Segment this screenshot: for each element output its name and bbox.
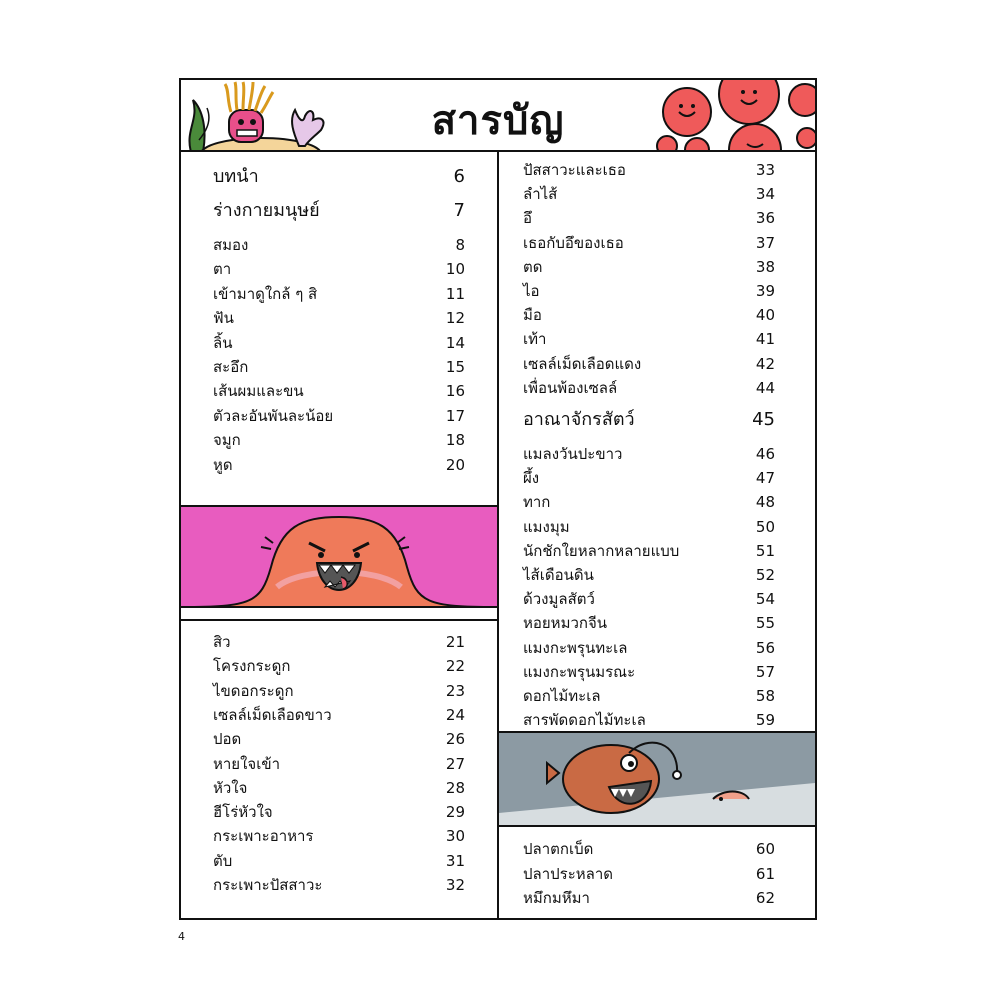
toc-entry [523, 183, 775, 205]
toc-entry-page: 45 [752, 409, 775, 430]
toc-entry-page: 62 [755, 889, 775, 907]
toc-entry [213, 332, 465, 354]
toc-entry-page: 23 [445, 681, 465, 700]
toc-entry-page: 34 [755, 185, 775, 204]
toc-entry-title: เธอกับอึของเธอ [523, 233, 624, 252]
toc-entry [523, 443, 775, 465]
toc-entry-title: เซลล์เม็ดเลือดขาว [213, 705, 332, 724]
toc-entry [523, 328, 775, 350]
toc-entry-title: ร่างกายมนุษย์ [213, 200, 320, 221]
toc-entry-title: กระเพาะปัสสาวะ [213, 876, 323, 894]
toc-entry-title: เข้ามาดูใกล้ ๆ สิ [213, 284, 318, 303]
toc-entry-title: สิว [213, 633, 231, 651]
toc-entry [213, 356, 465, 378]
toc-entry [523, 280, 775, 302]
toc-entry [213, 166, 465, 188]
toc-entry-title: แมงกะพรุนทะเล [523, 638, 628, 657]
toc-entry [213, 850, 465, 872]
toc-entry-page: 22 [445, 657, 465, 676]
toc-entry [523, 685, 775, 707]
toc-entry-page: 55 [755, 614, 775, 633]
header-band [181, 80, 815, 152]
toc-entry-page: 41 [755, 330, 775, 349]
toc-entry [523, 540, 775, 562]
toc-entry [523, 159, 775, 181]
toc-entry [523, 709, 775, 731]
toc-entry-page: 60 [755, 840, 775, 858]
toc-entry-page: 56 [755, 638, 775, 657]
toc-entry-page: 8 [455, 236, 465, 254]
toc-entry-title: หมึกมหึมา [523, 889, 590, 907]
toc-right-top-list [523, 159, 775, 729]
toc-entry-title: ฟัน [213, 309, 234, 328]
toc-entry-title: แมงกะพรุนมรณะ [523, 662, 636, 681]
toc-entry-page: 61 [755, 864, 775, 883]
toc-entry-title: อาณาจักรสัตว์ [523, 409, 635, 430]
toc-entry-page: 51 [755, 541, 775, 560]
toc-entry-title: ลิ้น [213, 333, 233, 352]
toc-entry-page: 29 [445, 803, 465, 822]
toc-entry [523, 304, 775, 326]
anglerfish-illustration [499, 731, 815, 827]
toc-entry [213, 655, 465, 677]
toc-entry-page: 50 [755, 517, 775, 536]
toc-entry-page: 18 [445, 431, 465, 450]
toc-entry-page: 26 [445, 730, 465, 749]
toc-entry [213, 753, 465, 775]
toc-entry [213, 258, 465, 280]
toc-entry [523, 207, 775, 229]
toc-entry-title: ดอกไม้ทะเล [523, 687, 601, 705]
toc-entry-page: 28 [445, 778, 465, 797]
toc-entry [523, 232, 775, 254]
toc-entry-title: ปลาตกเบ็ด [523, 840, 594, 858]
toc-entry-page: 7 [453, 200, 465, 221]
toc-entry-title: หัวใจ [213, 778, 248, 797]
toc-entry-page: 27 [445, 754, 465, 773]
toc-entry-title: แมลงวันปะขาว [523, 445, 623, 463]
toc-entry-page: 10 [445, 260, 465, 279]
toc-entry-title: สะอึก [213, 358, 249, 376]
toc-entry-page: 36 [755, 209, 775, 228]
toc-entry [523, 887, 775, 909]
toc-entry-title: เซลล์เม็ดเลือดแดง [523, 354, 642, 373]
toc-entry-page: 30 [445, 827, 465, 846]
toc-entry [523, 588, 775, 610]
toc-entry [523, 409, 775, 431]
toc-entry [523, 661, 775, 683]
toc-entry [213, 429, 465, 451]
toc-entry-title: กระเพาะอาหาร [213, 827, 314, 846]
toc-entry-title: หายใจเข้า [213, 754, 281, 773]
toc-entry-page: 31 [445, 851, 465, 870]
toc-entry-title: แมงมุม [523, 517, 570, 536]
toc-entry-title: สมอง [213, 236, 249, 254]
toc-entry [213, 283, 465, 305]
toc-entry [523, 863, 775, 885]
toc-entry-page: 40 [755, 306, 775, 325]
toc-left-top-list [213, 166, 465, 496]
toc-entry-page: 12 [445, 309, 465, 328]
toc-entry-title: ลำไส้ [523, 185, 558, 204]
toc-entry-title: อึ [523, 209, 533, 228]
pink-blob-illustration [181, 505, 497, 621]
toc-entry [523, 637, 775, 659]
toc-entry-page: 24 [445, 705, 465, 724]
toc-entry-page: 32 [445, 876, 465, 894]
toc-entry-title: ไขดอกระดูก [213, 681, 294, 700]
toc-entry-title: หูด [213, 455, 233, 474]
toc-entry [213, 825, 465, 847]
toc-entry-title: ไส้เดือนดิน [523, 566, 594, 584]
toc-entry-title: สารพัดดอกไม้ทะเล [523, 711, 646, 730]
toc-entry-title: ตด [523, 257, 543, 276]
toc-entry-title: ปอด [213, 730, 242, 749]
toc-entry-page: 48 [755, 493, 775, 512]
toc-entry-title: หอยหมวกจีน [523, 614, 608, 633]
toc-entry [523, 467, 775, 489]
toc-entry-title: จมูก [213, 431, 241, 450]
toc-entry-title: ตัวละอันพันละน้อย [213, 406, 334, 425]
toc-entry-page: 46 [755, 445, 775, 463]
toc-entry [213, 704, 465, 726]
toc-entry [213, 307, 465, 329]
toc-entry [213, 234, 465, 256]
toc-entry-title: เท้า [523, 330, 547, 349]
toc-entry-title: ผึ้ง [523, 469, 540, 488]
toc-entry-title: ด้วงมูลสัตว์ [523, 590, 595, 609]
toc-entry [213, 454, 465, 476]
toc-entry-title: เส้นผมและขน [213, 382, 304, 401]
page-number: 4 [178, 930, 185, 943]
toc-entry-page: 44 [755, 378, 775, 397]
toc-entry-page: 33 [755, 161, 775, 179]
toc-entry-title: นักชักใยหลากหลายแบบ [523, 541, 680, 560]
toc-entry-title: ไอ [523, 282, 540, 300]
toc-entry [213, 200, 465, 222]
toc-entry [523, 516, 775, 538]
toc-entry-page: 59 [755, 711, 775, 730]
toc-right-bottom-list [523, 838, 775, 918]
toc-entry-title: บทนำ [213, 166, 259, 187]
toc-entry-page: 37 [755, 233, 775, 252]
toc-entry-page: 14 [445, 333, 465, 352]
toc-entry [213, 680, 465, 702]
toc-entry-title: ตา [213, 260, 232, 279]
toc-entry-page: 52 [755, 566, 775, 584]
toc-entry [523, 838, 775, 860]
toc-entry [213, 777, 465, 799]
toc-entry-page: 42 [755, 354, 775, 373]
toc-entry-page: 16 [445, 382, 465, 401]
toc-entry-page: 6 [453, 166, 465, 187]
toc-entry-page: 57 [755, 662, 775, 681]
toc-entry-title: ทาก [523, 493, 551, 512]
toc-entry [213, 631, 465, 653]
toc-entry [523, 353, 775, 375]
toc-entry-page: 38 [755, 257, 775, 276]
red-bubbles-illustration [655, 80, 815, 152]
toc-entry-page: 39 [755, 282, 775, 300]
toc-entry [523, 377, 775, 399]
toc-entry [523, 564, 775, 586]
page-title: สารบัญ [431, 98, 565, 144]
toc-entry-title: ปลาประหลาด [523, 864, 614, 883]
toc-entry-page: 15 [445, 358, 465, 376]
toc-entry-page: 20 [445, 455, 465, 474]
toc-entry-title: ตับ [213, 851, 233, 870]
toc-entry-page: 58 [755, 687, 775, 705]
toc-entry-title: ฮีโร่หัวใจ [213, 803, 273, 822]
toc-left-bottom-list [213, 631, 465, 901]
toc-entry [523, 612, 775, 634]
toc-entry [523, 256, 775, 278]
toc-entry [213, 405, 465, 427]
toc-entry-page: 21 [445, 633, 465, 651]
toc-entry-page: 47 [755, 469, 775, 488]
toc-entry [213, 801, 465, 823]
toc-entry [523, 491, 775, 513]
toc-entry-page: 11 [445, 284, 465, 303]
toc-entry-page: 17 [445, 406, 465, 425]
toc-entry-page: 54 [755, 590, 775, 609]
toc-entry [213, 874, 465, 896]
toc-entry-title: มือ [523, 306, 542, 325]
toc-entry-title: เพื่อนพ้องเซลล์ [523, 378, 618, 397]
toc-entry-title: โครงกระดูก [213, 657, 291, 676]
toc-entry [213, 380, 465, 402]
toc-entry [213, 728, 465, 750]
toc-entry-title: ปัสสาวะและเธอ [523, 161, 626, 179]
